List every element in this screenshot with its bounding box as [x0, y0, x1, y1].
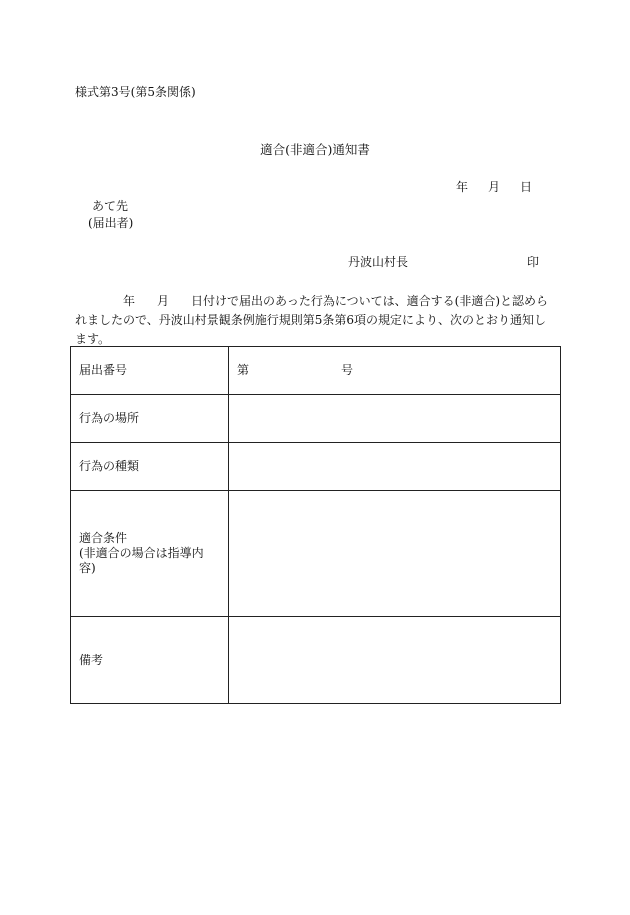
date-day: 日: [520, 180, 533, 194]
notice-table: [70, 346, 561, 704]
form-number: 様式第3号(第5条関係): [75, 85, 196, 99]
issuer-name: 丹波山村長: [348, 255, 409, 269]
table-row: [71, 347, 561, 395]
body-month: 月: [157, 294, 170, 308]
number-suffix: 号: [341, 363, 354, 377]
conditions-label: 適合条件: [79, 531, 128, 545]
notification-number-field: [229, 347, 561, 395]
row-label-location: 行為の場所: [71, 395, 229, 443]
notice-body: [75, 292, 553, 349]
date-line: [456, 180, 532, 194]
row-label-remarks: 備考: [71, 617, 229, 704]
conditions-sublabel: (非適合の場合は指導内容): [79, 546, 204, 575]
row-label-conditions: [71, 491, 229, 617]
body-text: 日付けで届出のあった行為については、適合する(非適合)と認められましたので、丹波山村景観条例施行規則第5条第6項の規定により、次のとおり通知します。: [75, 294, 549, 346]
seal-mark: 印: [527, 255, 540, 269]
body-year: 年: [123, 294, 136, 308]
remarks-field: [229, 617, 561, 704]
date-month: 月: [488, 180, 501, 194]
table-row: [71, 617, 561, 704]
table-row: [71, 395, 561, 443]
row-label-activity-type: 行為の種類: [71, 443, 229, 491]
row-label-notification-number: 届出番号: [71, 347, 229, 395]
activity-type-field: [229, 443, 561, 491]
addressee-label: あて先: [92, 199, 129, 213]
addressee-name: (届出者): [88, 216, 134, 230]
date-year: 年: [456, 180, 469, 194]
table-row: [71, 491, 561, 617]
document-title: 適合(非適合)通知書: [260, 142, 370, 157]
conditions-field: [229, 491, 561, 617]
number-prefix: 第: [237, 363, 250, 377]
table-row: [71, 443, 561, 491]
location-field: [229, 395, 561, 443]
